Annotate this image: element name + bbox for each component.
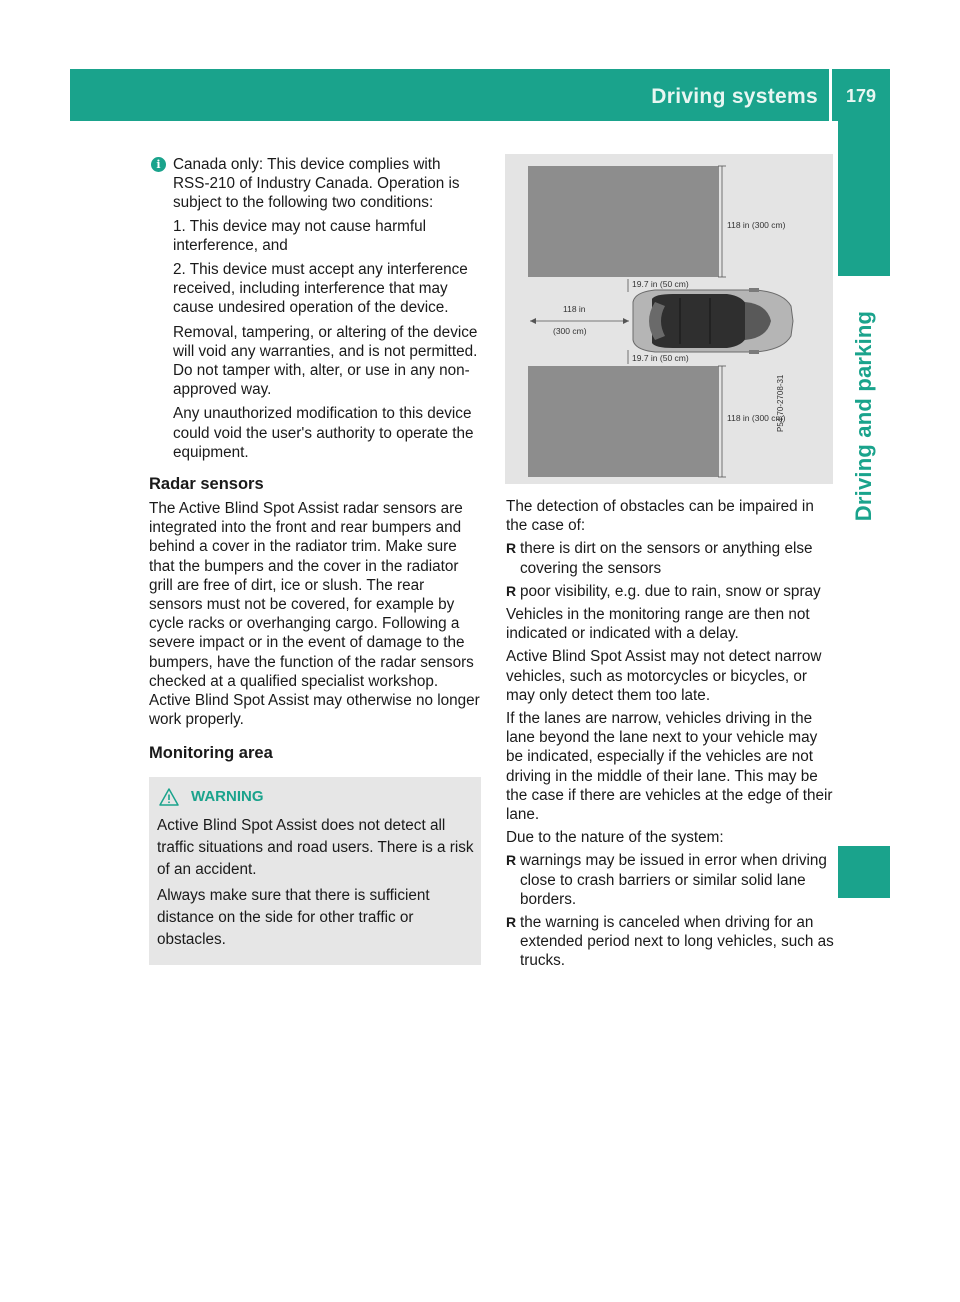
list-item-text: the warning is canceled when driving for an extended period next to long vehicles, such as trucks. xyxy=(520,914,834,970)
note-paragraph: Canada only: This device complies with RSS-210 of Industry Canada. Operation is subject to the following two conditions: xyxy=(173,156,460,212)
list-item-text: poor visibility, e.g. due to rain, snow or spray xyxy=(520,582,821,600)
list-item-text: warnings may be issued in error when driving close to crash barriers or similar solid lane borders. xyxy=(520,852,827,908)
note-paragraph: Any unauthorized modification to this device could void the user's authority to operate the equipment. xyxy=(173,405,474,461)
right-column xyxy=(506,497,836,975)
body-paragraph: Due to the nature of the system: xyxy=(506,829,724,847)
note-paragraph: 2. This device must accept any interference received, including interference that may cause undesired operation of the device. xyxy=(173,261,468,317)
list-item xyxy=(506,539,836,577)
rear-length-label-in: 118 in xyxy=(563,304,586,314)
monitoring-area-heading: Monitoring area xyxy=(149,744,273,763)
radar-sensors-heading: Radar sensors xyxy=(149,475,264,494)
body-paragraph: Vehicles in the monitoring range are then not indicated or indicated with a delay. xyxy=(506,606,810,643)
note-paragraph: 1. This device may not cause harmful interference, and xyxy=(173,217,427,254)
warning-header xyxy=(157,787,475,806)
top-monitoring-zone xyxy=(528,166,719,277)
rear-length-label-cm: (300 cm) xyxy=(553,326,587,336)
info-note xyxy=(149,155,481,462)
bottom-monitoring-zone xyxy=(528,366,719,477)
side-tab xyxy=(838,276,890,556)
info-icon: i xyxy=(151,157,166,172)
side-tab-label: Driving and parking xyxy=(851,310,876,522)
warning-title: WARNING xyxy=(191,788,264,806)
list-item xyxy=(506,582,836,601)
top-zone-length-label: 118 in (300 cm) xyxy=(727,220,786,230)
list-item xyxy=(506,851,836,909)
vehicle-illustration xyxy=(633,288,793,354)
side-tab-marker xyxy=(838,846,890,898)
warning-triangle-icon xyxy=(159,788,179,806)
list-item xyxy=(506,913,836,971)
radar-sensors-body: The Active Blind Spot Assist radar sensors are integrated into the front and rear bumpers and behind a cover in the radiator trim. Make sure that the bumpers and the cover in the radiator grill are free of dirt, ice or slush. The rear sensors must not be covered, for example by cycle racks or overhanging cargo. Following a severe impact or in the event of damage to the bumpers, have the function of the radar sensors checked at a qualified specialist workshop. Active Blind Spot Assist may otherwise no longer work properly. xyxy=(149,500,480,729)
impairment-list xyxy=(506,539,836,601)
monitoring-area-figure xyxy=(505,154,833,484)
page-header xyxy=(70,69,890,121)
bottom-gap-label: 19.7 in (50 cm) xyxy=(632,353,689,363)
side-tab-band xyxy=(838,121,890,276)
warning-paragraph: Active Blind Spot Assist does not detect all traffic situations and road users. There is a risk of an accident. xyxy=(157,816,474,878)
impairment-intro: The detection of obstacles can be impaired in the case of: xyxy=(506,498,814,535)
bullet-icon: R xyxy=(506,852,517,869)
header-divider xyxy=(829,69,832,121)
section-title: Driving systems xyxy=(651,85,818,108)
bottom-zone-length-label: 118 in (300 cm) xyxy=(727,413,786,423)
figure-code: P54.70-2708-31 xyxy=(776,374,785,432)
top-gap-label: 19.7 in (50 cm) xyxy=(632,279,689,289)
warning-box xyxy=(149,777,481,964)
page-number: 179 xyxy=(845,86,876,106)
body-paragraph: If the lanes are narrow, vehicles driving in the lane beyond the lane next to your vehicle may be indicated, especially if the vehicles are not driving in the middle of their lane. This may be the case if there are vehicles at the edge of their lane. xyxy=(506,710,833,824)
body-paragraph: Active Blind Spot Assist may not detect narrow vehicles, such as motorcycles or bicycles, or may only detect them too late. xyxy=(506,648,822,704)
warning-paragraph: Always make sure that there is sufficient distance on the side for other traffic or obstacles. xyxy=(157,886,430,948)
bullet-icon: R xyxy=(506,582,517,599)
list-item-text: there is dirt on the sensors or anything else covering the sensors xyxy=(520,540,813,577)
system-list xyxy=(506,851,836,970)
note-paragraph: Removal, tampering, or altering of the device will void any warranties, and is not permitted. Do not tamper with, alter, or use in any non-approved way. xyxy=(173,323,478,399)
bullet-icon: R xyxy=(506,540,517,557)
monitoring-area-diagram xyxy=(505,154,833,484)
bullet-icon: R xyxy=(506,914,517,931)
left-column xyxy=(149,155,481,965)
